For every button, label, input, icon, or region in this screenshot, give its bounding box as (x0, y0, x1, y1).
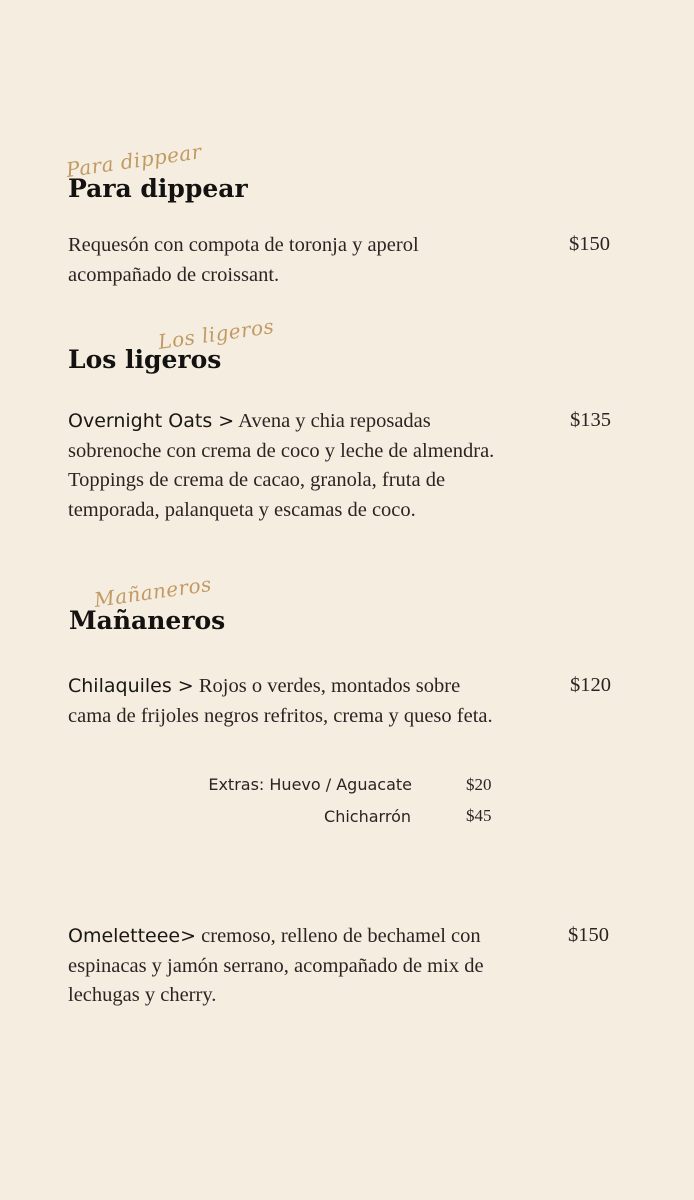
section-script-title: Para dippear (64, 139, 204, 182)
menu-item-name: Chilaquiles > (68, 675, 194, 697)
menu-item-name: Overnight Oats > (68, 410, 235, 432)
section-script-title: Los ligeros (156, 313, 276, 354)
menu-item-description: Avena y chia reposadas sobrenoche con crema de coco y leche de almendra. Toppings de crema de cacao, granola, fruta de temporada, palanqueta y escamas de coco. (68, 410, 495, 521)
menu-item-name: Omeletteee> (68, 925, 197, 947)
section-title: Los ligeros (68, 345, 222, 374)
menu-item-description: Rojos o verdes, montados sobre cama de frijoles negros refritos, crema y queso feta. (68, 675, 493, 727)
section-title: Para dippear (68, 174, 248, 203)
section-title: Mañaneros (69, 606, 226, 635)
extra-price: $20 (466, 775, 492, 794)
menu-item-price: $135 (570, 409, 611, 431)
menu-item-price: $150 (569, 233, 610, 255)
section-script-title: Mañaneros (92, 571, 214, 612)
menu-item-price: $120 (570, 674, 611, 696)
menu-item-price: $150 (568, 924, 609, 946)
menu-item (68, 922, 518, 1011)
menu-item (68, 407, 503, 525)
extra-price: $45 (466, 806, 492, 825)
menu-item-description: Requesón con compota de toronja y aperol acompañado de croissant. (68, 234, 419, 286)
menu-item (68, 672, 508, 731)
menu-item-description: cremoso, relleno de bechamel con espinacas y jamón serrano, acompañado de mix de lechugas y cherry. (68, 925, 484, 1006)
extra-label: Chicharrón (324, 807, 411, 826)
extra-label: Extras: Huevo / Aguacate (208, 775, 412, 794)
